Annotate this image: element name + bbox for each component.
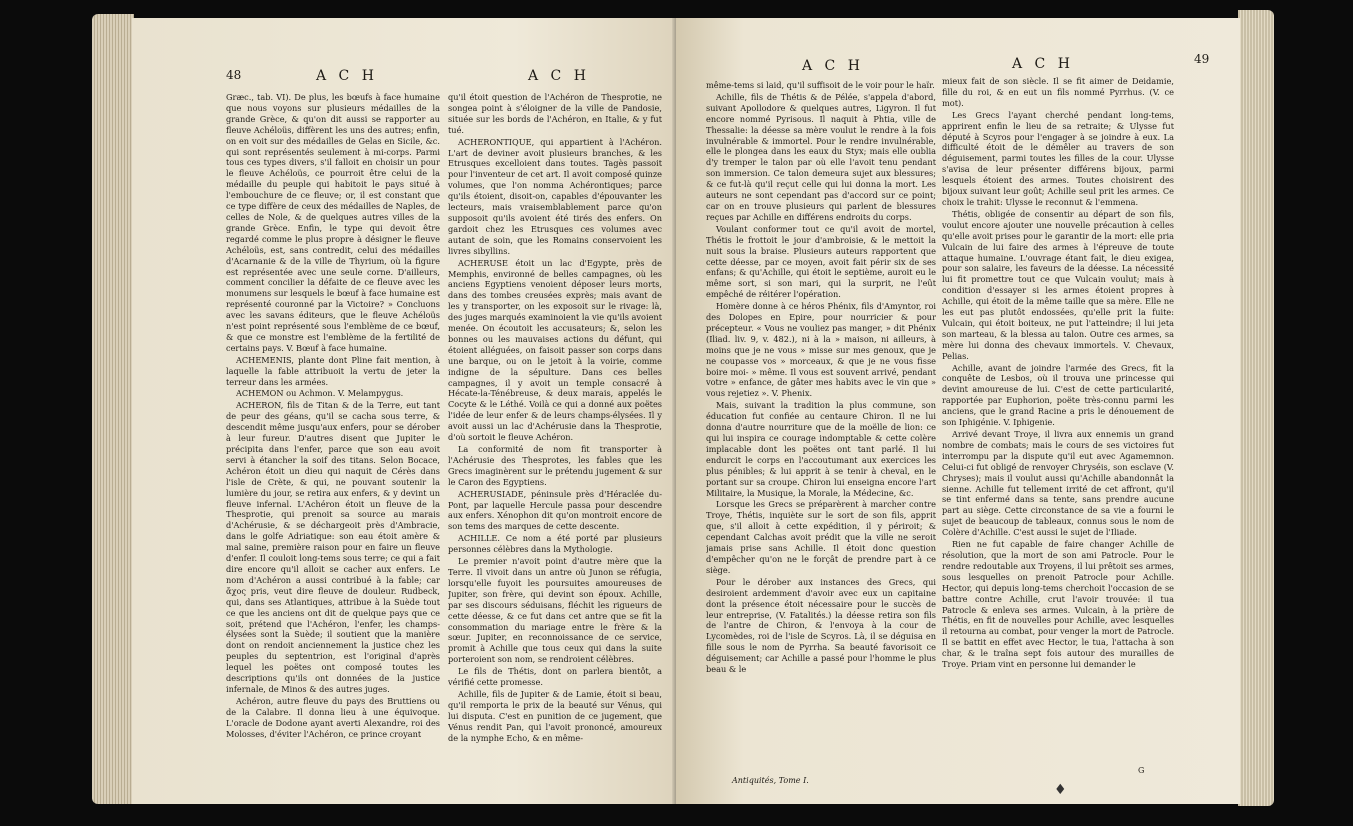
paragraph: La conformité de nom fit transporter à l'Achérusie des Thesprotes, les fables que les Grecs imaginèrent sur le prétendu jugement & sur le Caron des Egyptiens. [448,444,662,487]
paragraph: Homère donne à ce héros Phénix, fils d'Amyntor, roi des Dolopes en Epire, pour nourricier & pour précepteur. « Vous ne vouliez pas manger, » dit Phénix (Iliad. liv. 9, v. 482.), ni à la » maison, ni ailleurs, à moins que je ne vous » misse sur mes genoux, que je ne coupasse vos » morceaux, & que je ne vous fisse boire moi- » même. Il vous est souvent arrivé, pendant votre » enfance, de gâter mes habits avec le vin que » vous rejetiez ». V. Phenix. [706,301,936,399]
text-column-2 [448,92,662,792]
paragraph: mieux fait de son siècle. Il se fit aimer de Deidamie, fille du roi, & en eut un fils nommé Pyrrhus. (V. ce mot). [942,76,1174,108]
paragraph: Rien ne fut capable de faire changer Achille de résolution, que la mort de son ami Patrocle. Pour le rendre redoutable aux Troyens, il lui prêtoit ses armes, sous lesquelles on prenoit Patrocle pour Achille. Hector, qui depuis long-tems cherchoit l'occasion de se battre contre Achille, crut l'avoir trouvée: il tua Patrocle & enleva ses armes. Vulcain, à la prière de Thétis, en fit de nouvelles pour Achille, avec lesquelles il retourna au combat, pour venger la mort de Patrocle. Il se battit en effet avec Hector, le tua, l'attacha à son char, & le traîna sept fois autour des murailles de Troye. Priam vint en personne lui demander le [942,539,1174,670]
left-page [132,18,680,804]
paragraph: ACHILLE. Ce nom a été porté par plusieurs personnes célèbres dans la Mythologie. [448,533,662,555]
paragraph: ACHEMENIS, plante dont Pline fait mention, à laquelle la fable attribuoit la vertu de jeter la terreur dans les armées. [226,354,440,387]
paragraph: ACHEMON ou Achmon. V. Melampygus. [236,388,404,399]
text-column-1 [226,92,440,792]
paragraph: Le premier n'avoit point d'autre mère que la Terre. Il vivoit dans un antre où Junon se réfugia, lorsqu'elle fuyoit les poursuites amoureuses de Jupiter, son frère, qui devint son époux. Achille, par ses discours séduisans, fléchit les rigueurs de cette déesse, & ce fut dans cet antre que se fit la consommation du mariage entre le frère & la sœur. Jupiter, en reconnoissance de ce service, promit à Achille que tous ceux qui dans la suite porteroient son nom, se rendroient célèbres. [448,556,662,665]
running-head: A C H [316,68,378,84]
left-page-edges [92,14,134,804]
signature-mark: G [1138,766,1145,775]
paragraph: Achille, fils de Thétis & de Pélée, s'appela d'abord, suivant Apollodore & quelques autres, Ligyron. Il fut encore nommé Pyrisous. Il naquit à Phtia, ville de Thessalie: la déesse sa mère voulut le rendre à la fois invulnérable & immortel. Pour le rendre invulnérable, elle le plongea dans les eaux du Styx; mais elle oublia d'y tremper le talon par où elle l'avoit tenu pendant son immersion. Ce talon demeura sujet aux blessures; & ce fut-là qu'il reçut celle qui lui donna la mort. Les auteurs ne sont cependant pas d'accord sur ce point; car on en trouve plusieurs qui parlent de blessures reçues par Achille en différens endroits du corps. [706,91,936,222]
paragraph: même-tems si laid, qu'il suffisoit de le voir pour le haïr. [706,80,935,90]
paragraph: ACHERUSIADE, péninsule près d'Héraclée du-Pont, par laquelle Hercule passa pour descendre aux enfers. Xénophon dit qu'on montroit encore de son tems des marques de cette descente. [448,488,662,532]
page-number: 48 [226,68,242,82]
paragraph: Achille, fils de Jupiter & de Lamie, étoit si beau, qu'il remporta le prix de la beauté sur Vénus, qui lui disputa. C'est en punition de ce jugement, que Vénus rendit Pan, qui l'avoit prononcé, amoureux de la nymphe Echo, & en même- [448,688,662,743]
right-page [676,18,1240,804]
paragraph: Mais, suivant la tradition la plus commune, son éducation fut confiée au centaure Chiron. Il ne lui donna d'autre nourriture que de la moëlle de lion: ce qui lui inspira ce courage indomptable & cette colère implacable dont les poëtes ont tant parlé. Il lui endurcit le corps en l'accoutumant aux exercices les plus pénibles; & lui apprit à se tenir à cheval, en le portant sur sa croupe. Chiron lui enseigna encore l'art Militaire, la Musique, la Morale, la Médecine, &c. [706,400,936,498]
text-column-2 [942,76,1174,764]
paragraph: ACHERUSE étoit un lac d'Egypte, près de Memphis, environné de belles campagnes, où les anciens Egyptiens venoient déposer leurs morts, dans des tombes creusées exprès; mais avant de les y transporter, on les exposoit sur le rivage: là, des juges marqués examinoient la vie qu'ils avoient menée. On écoutoit les accusateurs; &, selon les bonnes ou les mauvaises actions du défunt, qui étoient alléguées, on faisoit passer son corps dans une barque, ou on le jetoit à la voirie, comme indigne de la sépulture. Dans ces belles campagnes, il y avoit un temple consacré à Hécate-la-Ténébreuse, & deux marais, appelés le Cocyte & le Léthé. Voilà ce qui a donné aux poëtes l'idée de leur enfer & de leurs champs-élysées. Il y avoit aussi un lac d'Achérusie dans la Thesprotie, d'où sortoit le fleuve Achéron. [448,257,662,443]
ink-blot-icon: ♦ [1054,782,1067,798]
paragraph: Achéron, autre fleuve du pays des Bruttiens ou de la Calabre. Il donna lieu à une équivoque. L'oracle de Dodone ayant averti Alexandre, roi des Molosses, d'éviter l'Achéron, ce prince croyant [226,695,440,739]
paragraph: Le fils de Thétis, dont on parlera bientôt, a vérifié cette promesse. [448,666,662,688]
paragraph: Achille, avant de joindre l'armée des Grecs, fit la conquête de Lesbos, où il trouva une princesse qui devint amoureuse de lui. C'est de cette particularité, rapportée par Euphorion, poëte très-connu parmi les anciens, que le grand Racine a pris le dénouement de son Iphigénie. V. Iphigenie. [942,362,1174,428]
paragraph: Arrivé devant Troye, il livra aux ennemis un grand nombre de combats; mais le cours de ses victoires fut interrompu par la dispute qu'il eut avec Agamemnon. Celui-ci fut obligé de renvoyer Chryséis, son esclave (V. Chryses); mais il voulut aussi qu'Achille abandonnât la sienne. Achille fut tellement irrité de cet affront, qu'il se tint enfermé dans sa tente, sans prendre aucune part au siège. Cette circonstance de sa vie a fourni le sujet de beaucoup de tableaux, connus sous le nom de Colère d'Achille. C'est aussi le sujet de l'Iliade. [942,429,1174,538]
right-page-edges [1238,10,1274,806]
paragraph: Les Grecs l'ayant cherché pendant long-tems, apprirent enfin le lieu de sa retraite; & Ulysse fut député à Scyros pour l'engager à se joindre à eux. La difficulté étoit de le démêler au travers de son déguisement, parmi toutes les filles de la cour. Ulysse s'avisa de leur présenter différens bijoux, parmi lesquels étoient des armes. Toutes choisirent des bijoux suivant leur goût; Achille seul prit les armes. Ce choix le trahit: Ulysse le reconnut & l'emmena. [942,109,1174,207]
page-number: 49 [1194,52,1210,66]
running-head: A C H [528,68,590,84]
paragraph: Pour le dérober aux instances des Grecs, qui desiroient ardemment d'avoir avec eux un capitaine dont la présence étoit nécessaire pour le succès de leur entreprise, (V. Fatalités.) la déesse retira son fils de l'antre de Chiron, & l'envoya à la cour de Lycomèdes, roi de l'isle de Scyros. Là, il se déguisa en fille sous le nom de Pyrrha. Sa beauté favorisoit ce déguisement; car Achille a passé pour l'homme le plus beau & le [706,576,936,675]
running-head: A C H [802,58,864,74]
running-head: A C H [1012,56,1074,72]
footer-volume-title: Antiquités, Tome I. [732,776,809,785]
paragraph: Lorsque les Grecs se préparèrent à marcher contre Troye, Thétis, inquiète sur le sort de son fils, apprit que, s'il alloit à cette expédition, il y périroit; & cependant Calchas avoit prédit que la ville ne seroit jamais prise sans Achille. Il étoit donc question d'empêcher qu'on ne le forçât de prendre part à ce siège. [706,499,936,575]
paragraph: ACHERON, fils de Titan & de la Terre, eut tant de peur des géans, qu'il se cacha sous terre, & descendit même jusqu'aux enfers, pour se dérober à leur fureur. D'autres disent que Jupiter le précipita dans l'enfer, parce que son eau avoit servi à étancher la soif des titans. Selon Bocace, Achéron étoit un dieu qui naquit de Cérès dans l'isle de Crète, & qui, ne pouvant soutenir la lumière du jour, se retira aux enfers, & y devint un fleuve infernal. L'Achéron étoit un fleuve de la Thesprotie, qui prenoit sa source au marais d'Achérusie, & se déchargeoit près d'Ambracie, dans le golfe Adriatique: son eau étoit amère & mal saine, première raison pour en faire un fleuve d'enfer. Il couloit long-tems sous terre; ce qui a fait dire encore qu'il alloit se cacher aux enfers. Le nom d'Achéron a aussi contribué à la fable; car ἄχος pris, veut dire fleuve de douleur. Rudbeck, qui, dans ses Atlantiques, attribue à la Suède tout ce que les anciens ont dit de quelque pays que ce soit, prétend que l'Achéron, l'enfer, les champs-élysées sont la Suède; il soutient que la manière dont on rendoit anciennement la justice chez les peuples du septentrion, est l'original d'après lequel les poëtes ont composé toutes les descriptions qu'ils ont données de la justice infernale, de Minos & des autres juges. [226,400,440,694]
paragraph: Thétis, obligée de consentir au départ de son fils, voulut encore ajouter une nouvelle précaution à celles qu'elle avoit prises pour le garantir de la mort: elle pria Vulcain de lui faire des armes à l'épreuve de toute attaque humaine. L'ouvrage étant fait, le dieu exigea, pour son salaire, les faveurs de la déesse. La nécessité lui fit promettre tout ce que Vulcain voulut; mais à condition d'essayer si les armes étoient propres à Achille, qui étoit de la même taille que sa mère. Elle ne les eut pas plutôt endossées, qu'elle prit la fuite: Vulcain, qui étoit boiteux, ne put l'atteindre; il lui jeta son marteau, & la blessa au talon. Outre ces armes, sa mère lui donna des chevaux immortels. V. Chevaux, Pelias. [942,208,1174,361]
text-column-1 [706,80,936,770]
paragraph: ACHERONTIQUE, qui appartient à l'Achéron. L'art de deviner avoit plusieurs branches, & les Etrusques excelloient dans toutes. Tagès passoit pour l'inventeur de cet art. Il avoit composé quinze volumes, que l'on nomma Achérontiques; parce qu'ils étoient, disoit-on, capables d'épouvanter les lecteurs, mais vraisemblablement parce qu'on supposoit qu'ils avoient été tirés des enfers. On gardoit chez les Etrusques ces volumes avec autant de soin, que les Romains conservoient les livres sibyllins. [448,136,662,256]
paragraph: Voulant conformer tout ce qu'il avoit de mortel, Thétis le frottoit le jour d'ambroisie, & le mettoit la nuit sous la braise. Plusieurs auteurs rapportent que cette déesse, par ce moyen, avoit fait périr six de ses enfans; & qu'Achille, qui étoit le septième, auroit eu le même sort, si son mari, qui la surprit, ne l'eût empêché de réitérer l'opération. [706,223,936,300]
paragraph: Græc., tab. VI). De plus, les bœufs à face humaine que nous voyons sur plusieurs médailles de la grande Grèce, & qu'on dit aussi se rapporter au fleuve Achéloüs, diffèrent les uns des autres; enfin, on en voit sur des médailles de Gelas en Sicile, &c. qui sont représentés seulement à mi-corps. Parmi tous ces types divers, s'il falloit en choisir un pour le fleuve Achéloüs, ce pourroit être celui de la médaille du peuple qui habitoit le pays situé à l'embouchure de ce fleuve; or, il est constant que ce type diffère de ceux des médailles de Naples, de celles de Nole, & de quelques autres villes de la grande Grèce. Enfin, le type qui devoit être regardé comme le plus propre à désigner le fleuve Achéloüs, est, sans contredit, celui des médailles d'Acarnanie & de la ville de Thyrium, où la figure est représentée avec une seule corne. D'ailleurs, comment concilier la défaite de ce fleuve avec les monumens sur lesquels le bœuf à face humaine est représenté couronné par la Victoire? » Concluons avec les savans éditeurs, que le fleuve Achéloüs n'est point représenté sous l'emblème de ce bœuf, & que ce monstre est l'emblème de la fertilité de certains pays. V. Bœuf à face humaine. [226,92,440,353]
paragraph: qu'il étoit question de l'Achéron de Thesprotie, ne songea point à s'éloigner de la ville de Pandosie, située sur les bords de l'Achéron, en Italie, & y fut tué. [448,92,662,135]
